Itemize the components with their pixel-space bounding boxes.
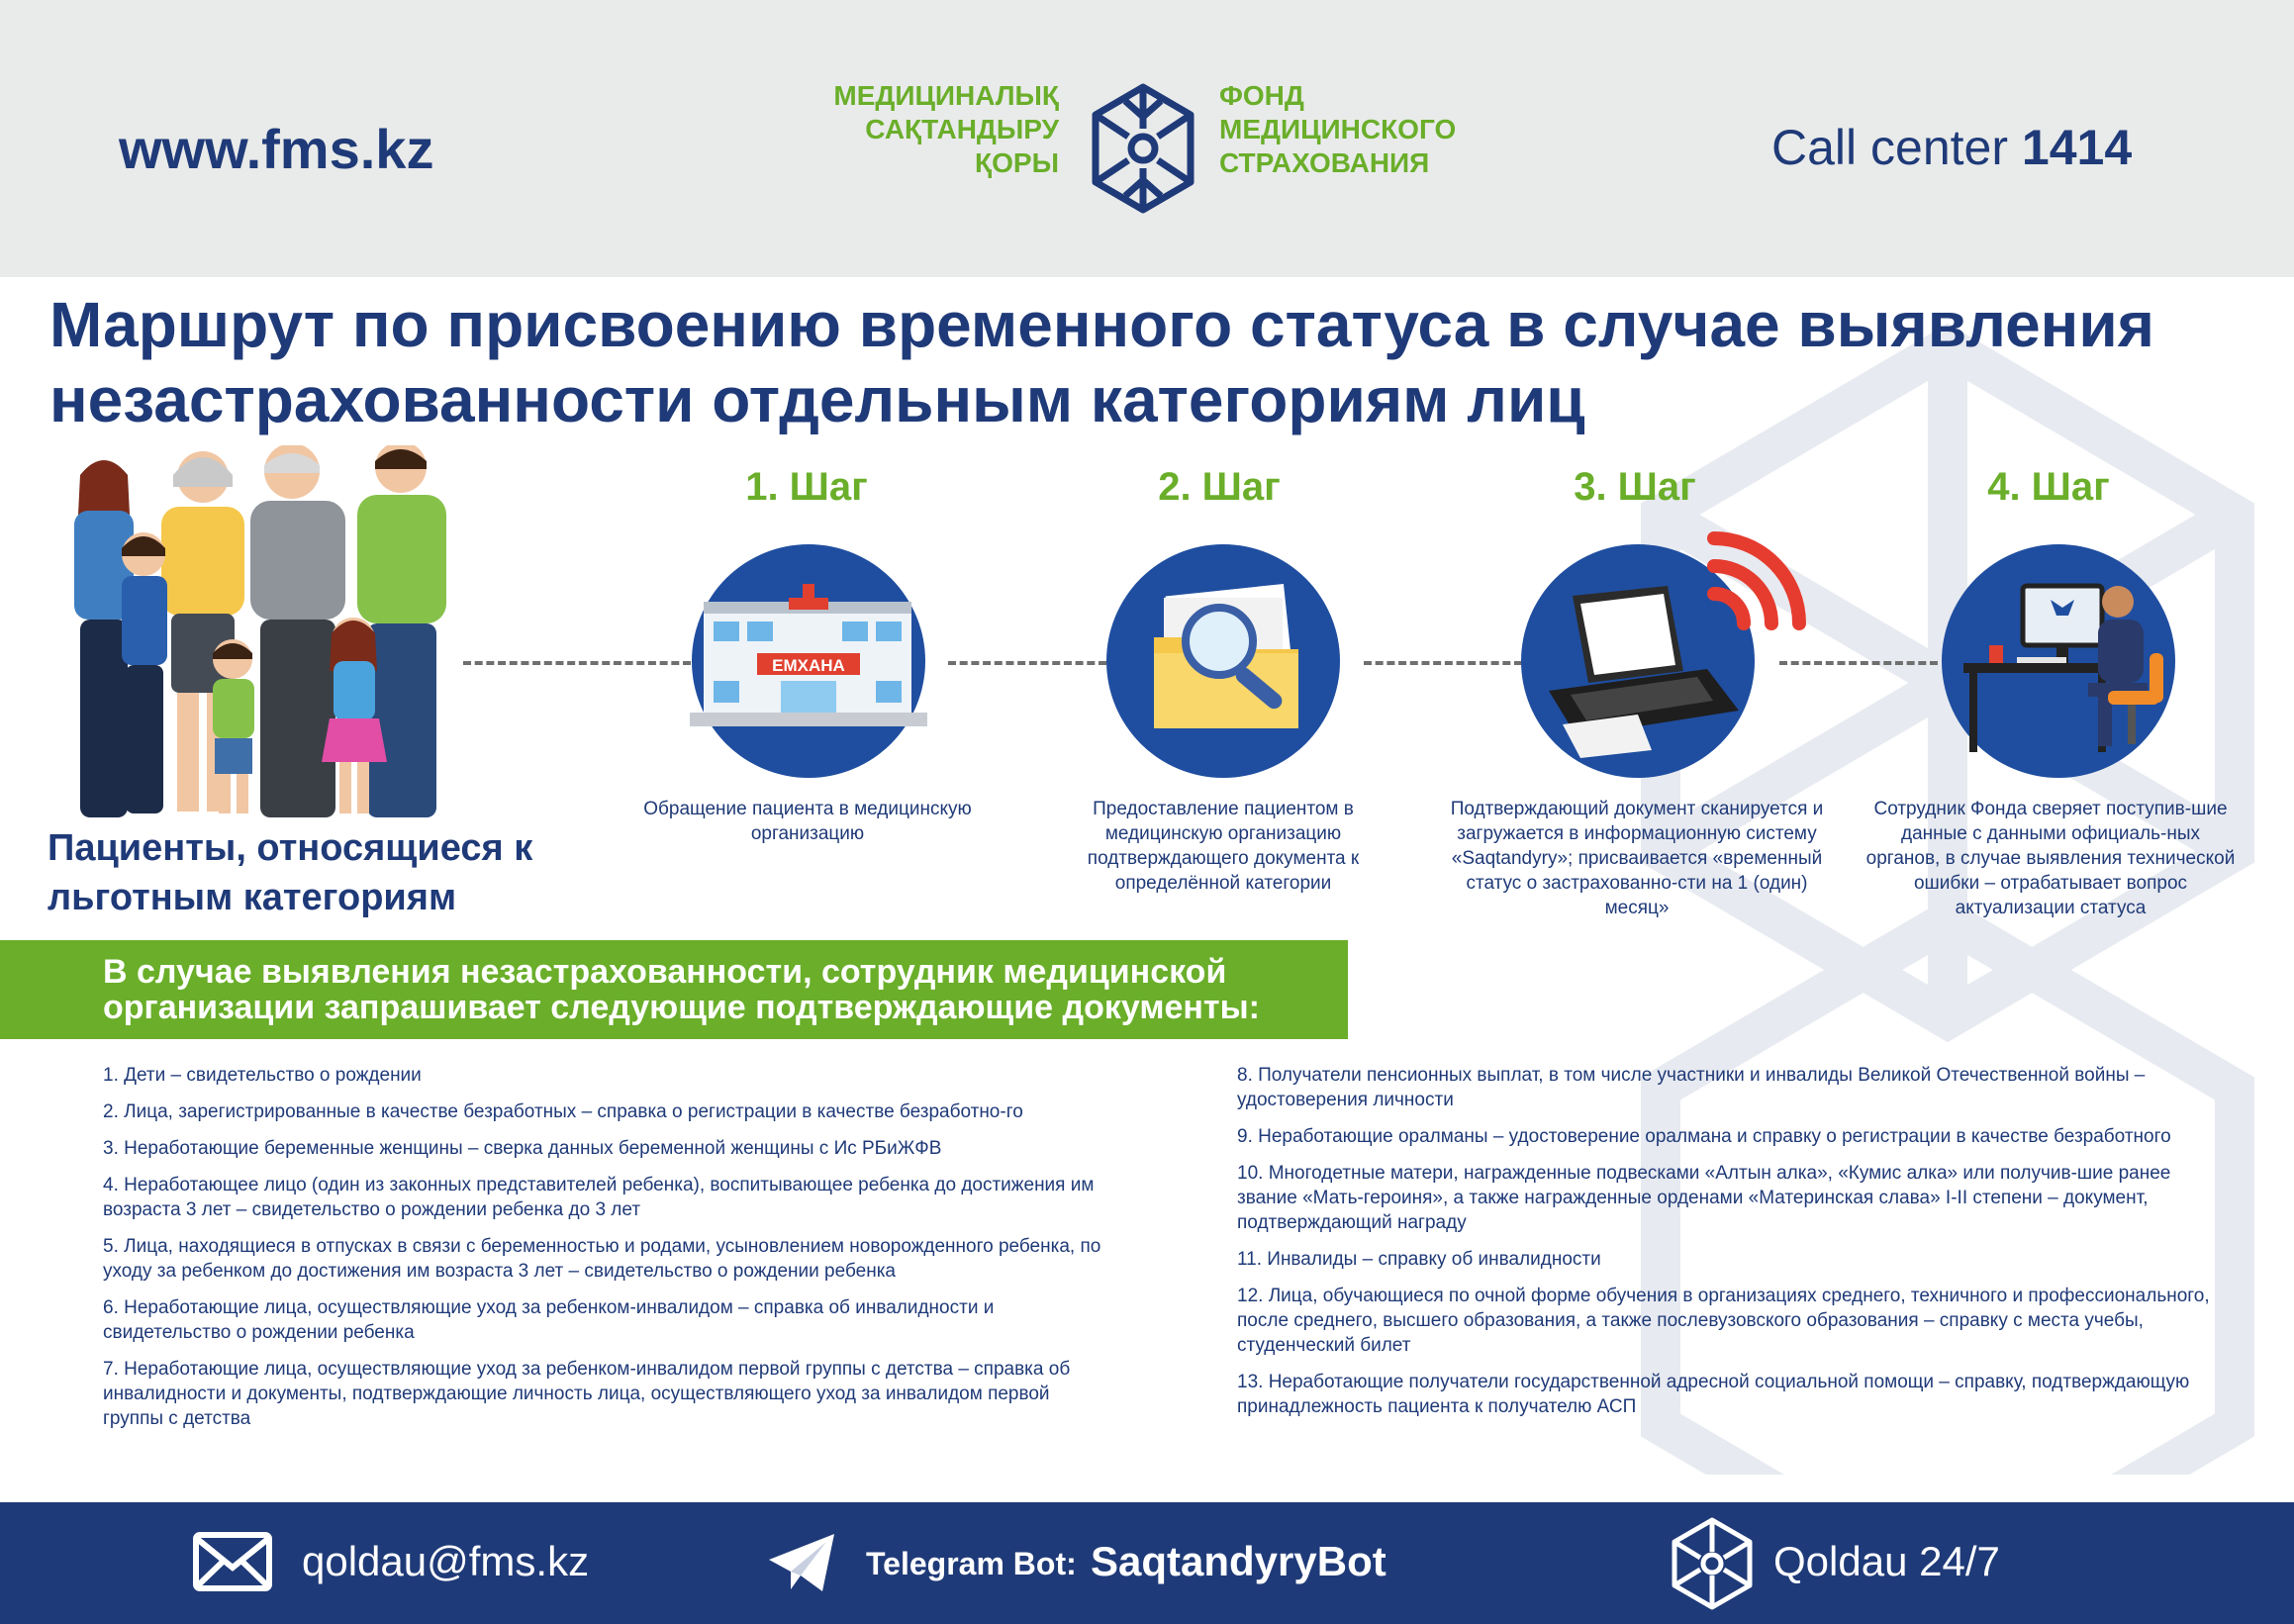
step-4-label: 4. Шаг [1987, 465, 2110, 509]
telegram-bot-link[interactable]: SaqtandyryBot [1091, 1538, 1386, 1584]
footer-band [0, 1502, 2294, 1624]
snowflake-logo-icon [1074, 79, 1212, 218]
documents-list-left [103, 1063, 1112, 1443]
list-item: 7. Неработающие лица, осуществляющие уход за ребенком-инвалидом первой группы с детства – справка об инвалидности и документы, подтверждающие личность лица, осуществляющего уход за инвалидом первой группы с детства [103, 1359, 1071, 1429]
telegram-label: Telegram Bot: [866, 1546, 1077, 1581]
call-center [1771, 119, 2132, 176]
step-3-label: 3. Шаг [1574, 465, 1696, 509]
family-caption: Пациенты, относящиеся к льготным категориям [48, 827, 533, 918]
step-3-text: Подтверждающий документ сканируется и загружается в информационную систему «Saqtandyry»; присваивается «временный статус о застрахованно-сти на 1 (один) месяц» [1450, 799, 1824, 918]
logo-kz-text: МЕДИЦИНАЛЫҚ САҚТАНДЫРУ ҚОРЫ [833, 80, 1059, 178]
step-1-label: 1. Шаг [745, 465, 868, 509]
clinic-sign: ЕМХАНА [772, 656, 845, 675]
list-item: 1. Дети – свидетельство о рождении [103, 1065, 422, 1086]
list-item: 4. Неработающее лицо (один из законных представителей ребенка), воспитывающее ребенка до достижения им возраста 3 лет – свидетельство о рождении ребенка до 3 лет [103, 1175, 1095, 1220]
family-illustration [45, 445, 480, 826]
envelope-icon [193, 1532, 272, 1591]
list-item: 2. Лица, зарегистрированные в качестве безработных – справка о регистрации в качестве безработно-го [103, 1101, 1023, 1122]
step-1-clinic-icon [690, 542, 927, 780]
step-2-document-icon [1104, 542, 1342, 780]
list-item: 13. Неработающие получатели государственной адресной социальной помощи – справку, подтверждающую принадлежность пациента к получателю АСП [1237, 1372, 2190, 1417]
header-band [0, 0, 2294, 277]
list-item: 12. Лица, обучающиеся по очной форме обучения в организациях среднего, техничного и профессионального, после среднего, высшего образования, а также послевузовского образования – справку с места учебы, студенческий билет [1237, 1286, 2210, 1356]
list-item: 3. Неработающие беременные женщины – сверка данных беременной женщины с Ис РБиЖФВ [103, 1138, 942, 1159]
list-item: 8. Получатели пенсионных выплат, в том числе участники и инвалиды Великой Отечественной войны – удостоверения личности [1237, 1065, 2146, 1110]
list-item: 10. Многодетные матери, награжденные подвесками «Алтын алка», «Кумис алка» или получив-шие ранее звание «Мать-героиня», а также награжденные орденами «Материнская слава» I-II степени – документ, подтверждающий награду [1237, 1163, 2171, 1233]
step-1-text: Обращение пациента в медицинскую организацию [643, 799, 972, 844]
connector-line [1364, 661, 1522, 665]
wifi-signal-icon [1704, 525, 1813, 643]
step-2-label: 2. Шаг [1158, 465, 1281, 509]
connector-line [463, 661, 691, 665]
list-item: 5. Лица, находящиеся в отпусках в связи с беременностью и родами, усыновлением новорожденного ребенка, по уходу за ребенком до достижения им возраста 3 лет – свидетельство о рождении ребенка [103, 1236, 1101, 1282]
site-url-link[interactable]: www.fms.kz [119, 118, 434, 180]
qoldau-support: Qoldau 24/7 [1773, 1538, 2000, 1584]
banner-text: В случае выявления незастрахованности, сотрудник медицинской организации запрашивает следующие подтверждающие документы: [103, 953, 1260, 1026]
step-4-operator-icon [1940, 542, 2177, 780]
snowflake-logo-icon [1663, 1514, 1762, 1613]
documents-banner [0, 940, 1348, 1039]
list-item: 6. Неработающие лица, осуществляющие уход за ребенком-инвалидом – справка об инвалидности и свидетельство о рождении ребенка [103, 1297, 995, 1343]
step-2-text: Предоставление пациентом в медицинскую организацию подтверждающего документа к определённой категории [1087, 799, 1360, 894]
fund-logo [812, 79, 1484, 228]
call-center-label: Call center [1771, 120, 2008, 175]
connector-line [1779, 661, 1938, 665]
telegram-icon [767, 1532, 836, 1593]
logo-ru-text: ФОНД МЕДИЦИНСКОГО СТРАХОВАНИЯ [1219, 80, 1457, 178]
documents-list-right [1237, 1063, 2227, 1431]
footer-email-link[interactable]: qoldau@fms.kz [302, 1538, 590, 1584]
page-title: Маршрут по присвоению временного статуса в случае выявления незастрахованности отдельным категориям лиц [49, 289, 2154, 435]
list-item: 9. Неработающие оралманы – удостоверение оралмана и справку о регистрации в качестве безработного [1237, 1126, 2171, 1147]
connector-line [948, 661, 1106, 665]
list-item: 11. Инвалиды – справку об инвалидности [1237, 1249, 1601, 1270]
step-4-text: Сотрудник Фонда сверяет поступив-шие данные с данными официаль-ных органов, в случае выявления технической ошибки – отрабатывает вопрос актуализации статуса [1865, 799, 2236, 918]
call-center-number[interactable]: 1414 [2021, 120, 2133, 175]
